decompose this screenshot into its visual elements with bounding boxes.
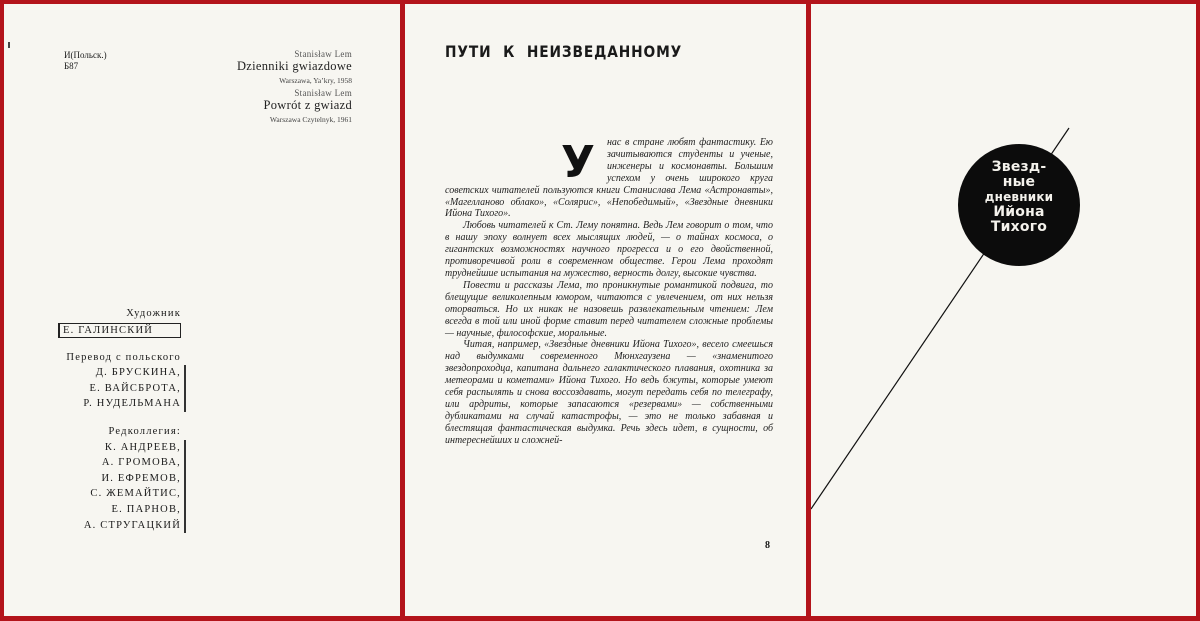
page-middle xyxy=(405,4,806,616)
original-publisher: Warszawa Czytelnyk, 1961 xyxy=(269,115,352,124)
original-edition xyxy=(237,49,352,85)
original-publisher: Warszawa, Ya’kry, 1958 xyxy=(279,76,352,85)
paragraph: Читая, например, «Звездные дневники Ийона Тихого», весело смеешься над выдумками современного Мюнхгаузена — «знаменитого звездопроходца, капитана дальнего галактического плавания, охотника за метеорами и кометами» Ийона Тихого. Но ведь бжуты, которые умеют себя распылять и снова воссоздавать, могут передать себя по телеграфу, или ардриты, которые запасаются «резервами» — собственными дубликатами на случай катастрофы, — это не только забавная и блестящая фантастическая выдумка. Речь здесь идет, в сущности, об интереснейших и сложней- xyxy=(445,339,773,446)
original-title: Powrót z gwiazd xyxy=(263,98,352,112)
book-title xyxy=(964,160,1074,235)
edge-mark xyxy=(8,42,10,48)
title-line: Ийона xyxy=(993,204,1045,220)
catalog-code-line: И(Польск.) xyxy=(64,50,107,60)
title-line: ные xyxy=(1002,174,1036,190)
artist-name: Е. ГАЛИНСКИЙ xyxy=(58,323,181,338)
paragraph: нас в стране любят фантастику. Ею зачитываются студенты и ученые, инженеры и космонавты. Большим успехом у очень широкого круга советских читателей пользуются книги Станислава Лема «Астронавты», «Магелланово облако», «Солярис», «Непобедимый», «Звездные дневники Ийона Тихого». xyxy=(445,137,773,220)
board-member: С. ЖЕМАЙТИС, xyxy=(58,486,186,502)
original-author: Stanisław Lem xyxy=(294,49,352,59)
board-member: Е. ПАРНОВ, xyxy=(58,502,186,518)
title-line: Тихого xyxy=(990,219,1048,235)
chapter-heading: ПУТИ К НЕИЗВЕДАННОМУ xyxy=(445,42,683,61)
diagonal-line xyxy=(811,4,1196,616)
translation-label: Перевод с польского xyxy=(66,351,181,363)
catalog-code xyxy=(64,50,107,72)
board-member: А. СТРУГАЦКИЙ xyxy=(58,518,186,534)
page-right xyxy=(811,4,1196,616)
original-edition xyxy=(263,88,352,124)
translator-name: Р. НУДЕЛЬМАНА xyxy=(58,396,186,412)
artist-label: Художник xyxy=(126,308,181,319)
page-left xyxy=(4,4,400,616)
catalog-code-line: Б87 xyxy=(64,61,79,71)
original-title: Dzienniki gwiazdowe xyxy=(236,59,352,73)
paragraph: Повести и рассказы Лема, то проникнутые романтикой подвига, то блещущие великолепным юмором, читаются с увлечением, от них нельзя оторваться. Но их никак не назовешь развлекательным чтением: Лем всегда в той или иной форме ставит перед читателем сложные проблемы — научные, философские, моральные. xyxy=(445,279,773,339)
translator-name: Е. ВАЙСБРОТА, xyxy=(58,381,186,397)
page-number: 8 xyxy=(765,540,770,551)
board-label: Редколлегия: xyxy=(108,425,181,437)
title-line: Звезд- xyxy=(991,159,1047,175)
title-line: дневники xyxy=(984,190,1054,204)
board-member: А. ГРОМОВА, xyxy=(58,455,186,471)
board-member: И. ЕФРЕМОВ, xyxy=(58,471,186,487)
translator-name: Д. БРУСКИНА, xyxy=(58,365,186,381)
board-member: К. АНДРЕЕВ, xyxy=(58,440,186,456)
original-author: Stanisław Lem xyxy=(294,88,352,98)
credits-block xyxy=(58,306,181,533)
drop-cap: У xyxy=(561,137,595,188)
paragraph: Любовь читателей к Ст. Лему понятна. Ведь Лем говорит о том, что в нашу эпоху волнует всех мыслящих людей, — о тайнах космоса, о гигантских возможностях научного прогресса и о его двойственной, противоречивой роли в современном обществе. Герои Лема проходят труднейшие испытания на мужество, верность долгу, высокие чувства. xyxy=(445,220,773,279)
body-text xyxy=(445,137,773,447)
